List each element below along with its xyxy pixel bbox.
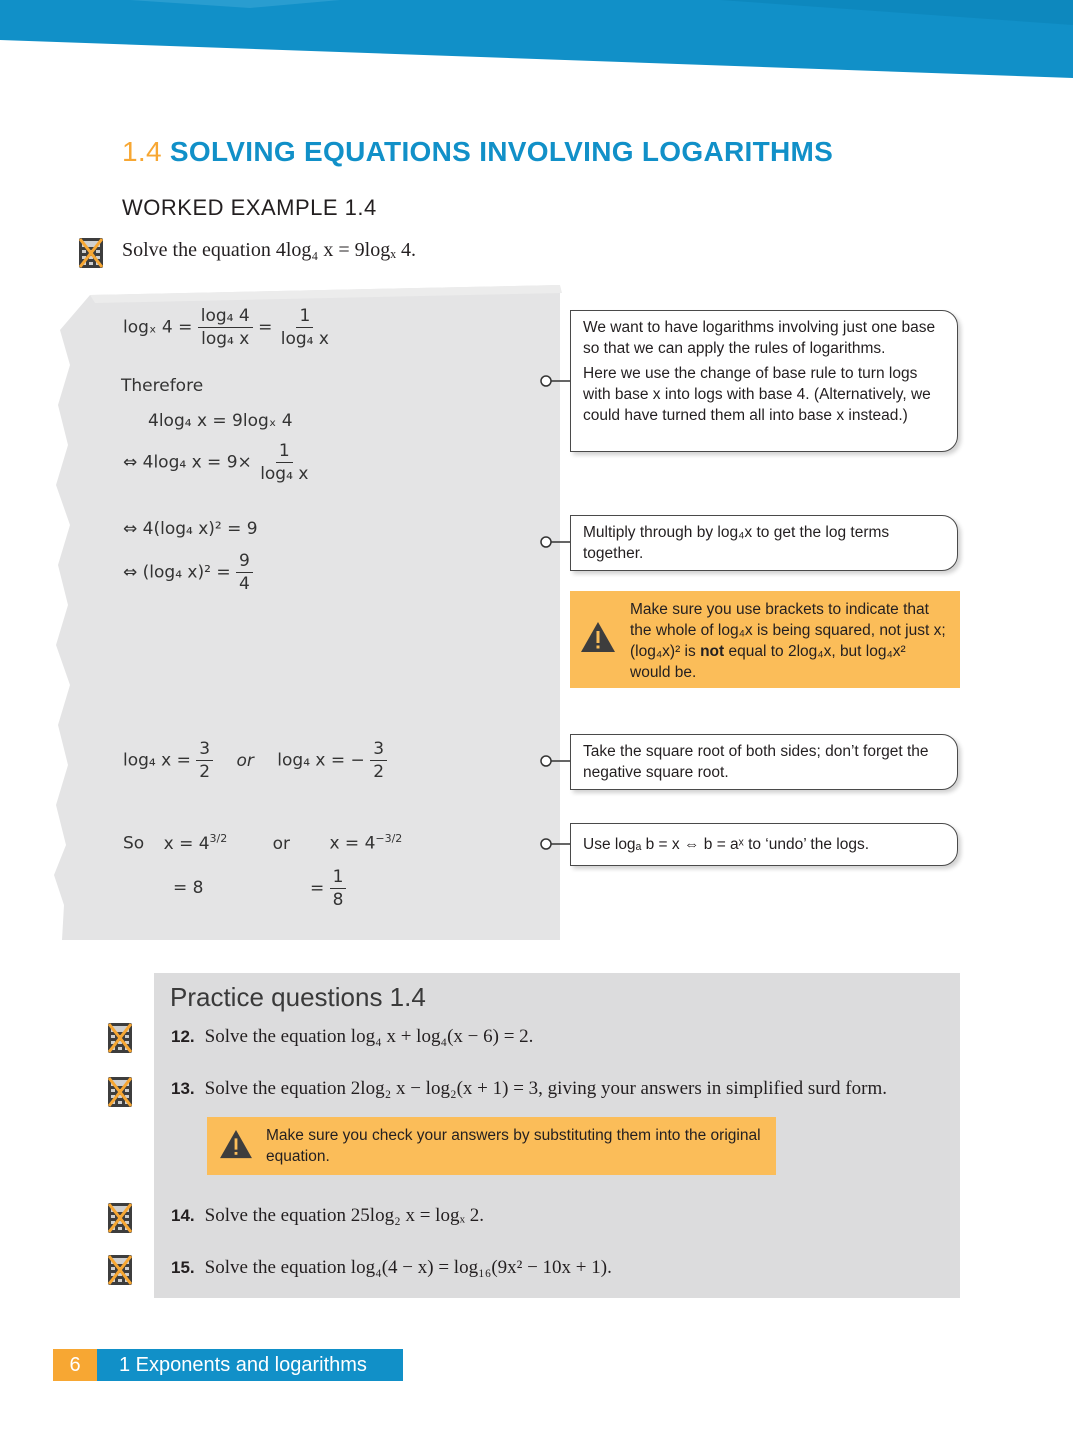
section-title: SOLVING EQUATIONS INVOLVING LOGARITHMS: [169, 136, 834, 167]
working-line-5: ⇔ (log₄ x)² = $\frac{9}{4}$: [123, 550, 253, 595]
working-line-1: logₓ 4 = $\frac{\text{log₄ 4}}{\text{log₄ x}}$ = $\frac{1}{\text{log₄ x}}$: [123, 306, 329, 349]
callout-connector: [540, 536, 570, 548]
warning-check-answers: Make sure you check your answers by substituting them into the original equation.: [207, 1117, 776, 1175]
practice-title: Practice questions 1.4: [170, 982, 426, 1012]
warning-brackets: Make sure you use brackets to indicate that the whole of log₄x is being squared, not just x; (log₄x)² is not equal to 2log₄x, but log₄x² would be.: [570, 591, 960, 688]
chapter-title: 1 Exponents and logarithms: [97, 1349, 403, 1381]
practice-question-15: 15. Solve the equation log₄(4 − x) = log₁₆(9x² − 10x + 1).: [171, 1257, 612, 1278]
working-line-6: log₄ x = $\frac{3}{2}$ or log₄ x = − $\frac{3}{2}$: [123, 738, 387, 783]
warning-icon: [580, 621, 616, 653]
calculator-crossed-icon: [106, 1201, 134, 1235]
working-line-7: So $x = 4^{3/2}$ or $x = 4^{-3/2}$: [123, 832, 403, 854]
problem-statement: Solve the equation 4log₄ x = 9logₓ 4.: [122, 239, 417, 261]
warning-icon: [219, 1129, 253, 1159]
callout-multiply-through: Multiply through by log₄x to get the log terms together.: [570, 515, 958, 571]
calculator-crossed-icon: [106, 1021, 134, 1055]
callout-square-root: Take the square root of both sides; don’t forget the negative square root.: [570, 734, 958, 790]
calculator-crossed-icon: [106, 1253, 134, 1287]
callout-connector: [540, 838, 570, 850]
callout-undo-logs: Use logₐ b = x ⇔ b = aˣ to ‘undo’ the logs.: [570, 823, 958, 866]
callout-connector: [540, 755, 570, 767]
top-banner: [0, 0, 1073, 80]
working-line-2: 4log₄ x = 9logₓ 4: [148, 411, 293, 431]
working-line-3: ⇔ 4log₄ x = 9× $\frac{1}{\text{log₄ x}}$: [123, 441, 309, 484]
page-number: 6: [53, 1349, 97, 1381]
worked-example-title: WORKED EXAMPLE 1.4: [122, 195, 377, 220]
working-line-8a: = 8: [173, 878, 204, 898]
working-line-8b: = $\frac{1}{8}$: [310, 866, 346, 911]
calculator-crossed-icon: [106, 1075, 134, 1109]
calculator-crossed-icon: [77, 236, 105, 270]
therefore-label: Therefore: [121, 376, 204, 396]
practice-question-12: 12. Solve the equation log₄ x + log₄(x − 6) = 2.: [171, 1026, 534, 1047]
section-heading: [122, 136, 833, 168]
callout-connector: [540, 375, 570, 387]
practice-question-14: 14. Solve the equation 25log₂ x = logₓ 2.: [171, 1205, 484, 1226]
practice-question-13: 13. Solve the equation 2log₂ x − log₂(x + 1) = 3, giving your answers in simplified surd form.: [171, 1078, 887, 1099]
working-line-4: ⇔ 4(log₄ x)² = 9: [123, 519, 258, 539]
section-number: 1.4: [122, 136, 162, 167]
callout-change-of-base: We want to have logarithms involving just one base so that we can apply the rules of logarithms. Here we use the change of base rule to turn logs with base x into logs with base 4. (Alternatively, we could have turned them all into base x instead.): [570, 310, 958, 452]
